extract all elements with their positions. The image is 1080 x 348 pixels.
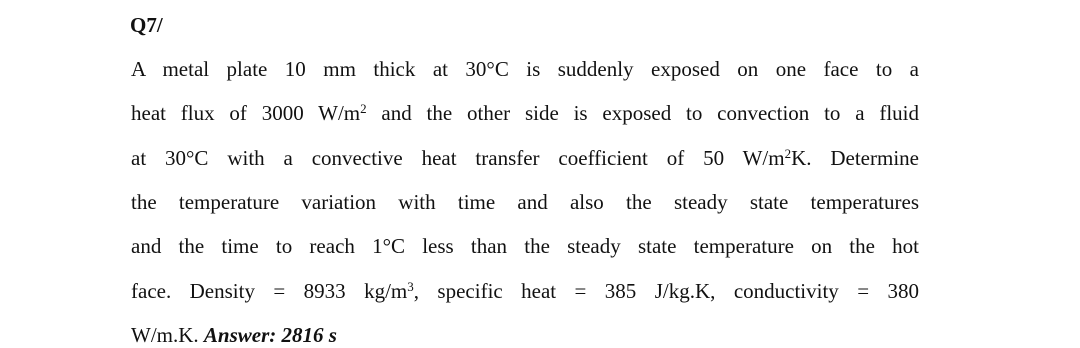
line-text: the temperature variation with time and also the steady state temperatures	[131, 190, 919, 214]
problem-line-4	[131, 189, 919, 215]
problem-line-2	[131, 100, 919, 126]
superscript: 2	[360, 100, 367, 116]
problem-line-1	[131, 56, 919, 82]
line-text: A metal plate 10 mm thick at 30°C is suddenly exposed on one face to a	[131, 57, 919, 81]
line-text: , specific heat = 385 J/kg.K, conductivity = 380	[413, 279, 919, 303]
line-text: face. Density = 8933 kg/m	[131, 279, 408, 303]
problem-line-7	[131, 322, 919, 348]
problem-line-6	[131, 278, 919, 304]
line-text: and the time to reach 1°C less than the steady state temperature on the hot	[131, 234, 919, 258]
answer-text: Answer: 2816 s	[203, 323, 337, 347]
line-text: and the other side is exposed to convection to a fluid	[366, 101, 919, 125]
problem-line-5	[131, 233, 919, 259]
problem-line-3	[131, 145, 919, 171]
line-text: W/m.K.	[131, 323, 204, 347]
line-text: heat flux of 3000 W/m	[131, 101, 361, 125]
question-number: Q7/	[130, 13, 163, 37]
superscript: 2	[784, 145, 792, 161]
line-text: K. Determine	[791, 146, 919, 170]
superscript: 3	[407, 278, 414, 294]
line-text: at 30°C with a convective heat transfer coefficient of 50 W/m	[131, 146, 785, 170]
